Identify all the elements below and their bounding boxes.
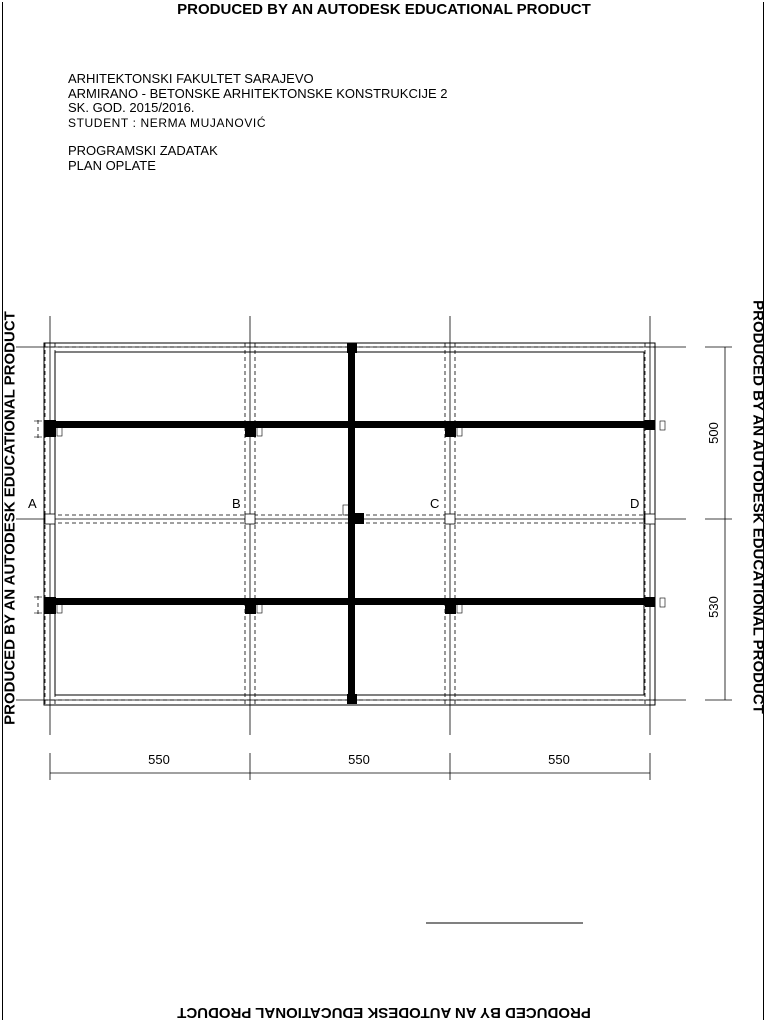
axis-label-d: D xyxy=(630,496,640,511)
axis-label-c: C xyxy=(430,496,440,511)
dim-label-3: 550 xyxy=(548,752,570,767)
school-year: SK. GOD. 2015/2016. xyxy=(68,100,195,115)
axis-label-b: B xyxy=(232,496,241,511)
dim-label-v1: 500 xyxy=(706,422,721,444)
hidden-beams xyxy=(38,343,655,705)
axis-labels xyxy=(28,496,639,511)
faculty-name: ARHITEKTONSKI FAKULTET SARAJEVO xyxy=(68,71,314,86)
watermark-right: PRODUCED BY AN AUTODESK EDUCATIONAL PRODUCT xyxy=(749,300,767,714)
axis-label-a: A xyxy=(28,496,37,511)
dimension-vertical xyxy=(705,347,732,700)
dim-label-2: 550 xyxy=(348,752,370,767)
watermark-top: PRODUCED BY AN AUTODESK EDUCATIONAL PRODUCT xyxy=(177,1,591,18)
task-title: PROGRAMSKI ZADATAK xyxy=(68,143,218,158)
drawing-title: PLAN OPLATE xyxy=(68,157,156,173)
dim-label-1: 550 xyxy=(148,752,170,767)
watermark-bottom: PRODUCED BY AN AUTODESK EDUCATIONAL PRODUCT xyxy=(177,1004,591,1021)
dim-label-v2: 530 xyxy=(706,596,721,618)
course-name: ARMIRANO - BETONSKE ARHITEKTONSKE KONSTRUKCIJE 2 xyxy=(68,85,448,101)
watermark-left: PRODUCED BY AN AUTODESK EDUCATIONAL PRODUCT xyxy=(1,311,19,725)
student-name: STUDENT : NERMA MUJANOVIĆ xyxy=(68,115,267,130)
